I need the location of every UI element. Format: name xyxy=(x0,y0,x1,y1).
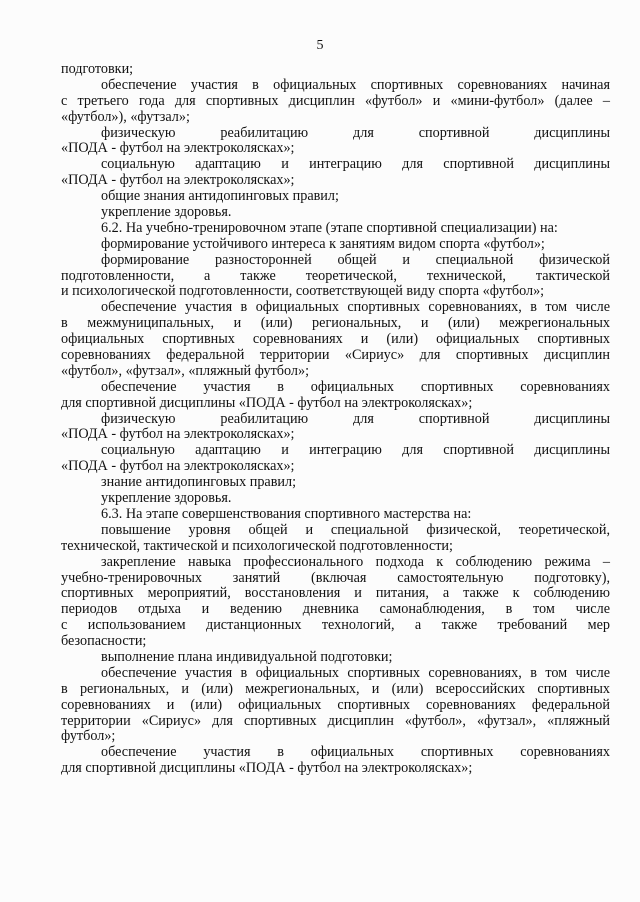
text-line: и психологической подготовленности, соответствующей виду спорта «футбол»; xyxy=(61,283,545,300)
text-line: «ПОДА - футбол на электроколясках»; xyxy=(61,140,295,157)
text-line: повышение уровня общей и специальной физической, теоретической, xyxy=(101,521,610,538)
text-line: общие знания антидопинговых правил; xyxy=(101,188,339,205)
text-line: 6.3. На этапе совершенствования спортивного мастерства на: xyxy=(101,505,472,522)
text-line: физическую реабилитацию для спортивной дисциплины xyxy=(101,124,610,141)
text-line: технической, тактической и психологической подготовленности; xyxy=(61,537,453,554)
text-line: знание антидопинговых правил; xyxy=(101,474,297,491)
text-line: физическую реабилитацию для спортивной дисциплины xyxy=(101,410,610,427)
text-line: «ПОДА - футбол на электроколясках»; xyxy=(61,172,295,189)
text-line: учебно-тренировочных занятий (включая самостоятельную подготовку), xyxy=(61,569,610,586)
text-line: обеспечение участия в официальных спортивных соревнованиях, в том числе xyxy=(101,664,610,681)
text-line: 6.2. На учебно-тренировочном этапе (этапе спортивной специализации) на: xyxy=(101,219,558,236)
text-line: официальных спортивных соревнованиях и (или) официальных спортивных xyxy=(61,331,610,348)
text-line: «ПОДА - футбол на электроколясках»; xyxy=(61,458,295,475)
text-line: периодов отдыха и ведению дневника самонаблюдения, в том числе xyxy=(61,601,610,618)
text-line: для спортивной дисциплины «ПОДА - футбол на электроколясках»; xyxy=(61,394,473,411)
text-line: укрепление здоровья. xyxy=(101,204,232,221)
text-line: «футбол», «футзал», «пляжный футбол»; xyxy=(61,362,310,379)
text-line: с третьего года для спортивных дисциплин «футбол» и «мини-футбол» (далее – xyxy=(61,92,610,109)
text-line: обеспечение участия в официальных спортивных соревнованиях начиная xyxy=(101,76,610,93)
text-line: спортивных мероприятий, восстановления и питания, а также к соблюдению xyxy=(61,585,610,602)
text-line: обеспечение участия в официальных спортивных соревнованиях xyxy=(101,378,610,395)
text-line: укрепление здоровья. xyxy=(101,490,232,507)
text-line: обеспечение участия в официальных спортивных соревнованиях, в том числе xyxy=(101,299,610,316)
text-line: в региональных, и (или) межрегиональных, и (или) всероссийских спортивных xyxy=(61,680,610,697)
text-line: социальную адаптацию и интеграцию для спортивной дисциплины xyxy=(101,442,610,459)
text-line: «ПОДА - футбол на электроколясках»; xyxy=(61,426,295,443)
page-number: 5 xyxy=(316,38,324,53)
text-line: территории «Сириус» для спортивных дисциплин «футбол», «футзал», «пляжный xyxy=(61,712,610,729)
text-line: в межмуниципальных, и (или) региональных, и (или) межрегиональных xyxy=(61,315,610,332)
text-line: для спортивной дисциплины «ПОДА - футбол на электроколясках»; xyxy=(61,760,473,777)
text-line: подготовки; xyxy=(61,61,134,77)
text-line: социальную адаптацию и интеграцию для спортивной дисциплины xyxy=(101,156,610,173)
body-text xyxy=(61,62,610,777)
text-line: подготовленности, а также теоретической, технической, тактической xyxy=(61,267,610,284)
text-line: закрепление навыка профессионального подхода к соблюдению режима – xyxy=(101,553,610,570)
text-line: обеспечение участия в официальных спортивных соревнованиях xyxy=(101,744,610,761)
text-line: футбол»; xyxy=(61,728,116,745)
text-line: выполнение плана индивидуальной подготовки; xyxy=(101,648,393,665)
text-line: «футбол»), «футзал»; xyxy=(61,108,190,125)
text-line: безопасности; xyxy=(61,633,147,650)
text-line: соревнованиях и (или) официальных спортивных соревнованиях федеральной xyxy=(61,696,610,713)
text-line: соревнованиях федеральной территории «Сириус» для спортивных дисциплин xyxy=(61,347,610,364)
text-line: формирование устойчивого интереса к занятиям видом спорта «футбол»; xyxy=(101,235,545,252)
text-line: с использованием дистанционных технологий, а также требований мер xyxy=(61,617,610,634)
text-line: формирование разносторонней общей и специальной физической xyxy=(101,251,610,268)
